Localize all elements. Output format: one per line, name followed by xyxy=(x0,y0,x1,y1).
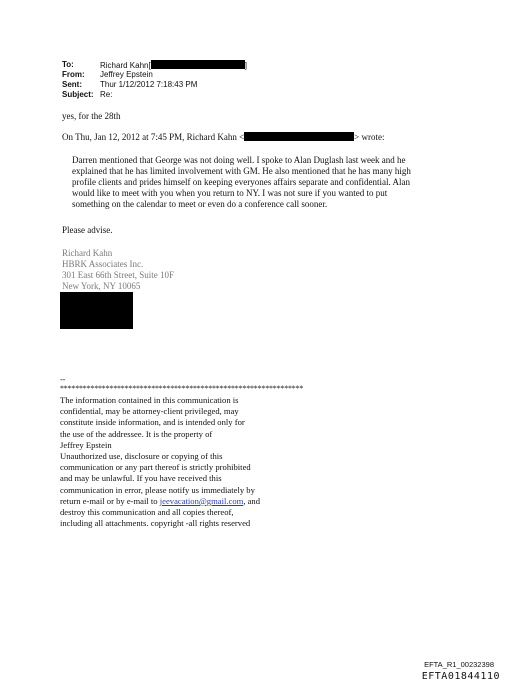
body-line: something on the calendar to meet or even do a conference call sooner. xyxy=(72,199,328,209)
signature-company: HBRK Associates Inc. xyxy=(62,259,144,269)
disclaimer-line: the use of the addressee. It is the property of xyxy=(60,428,213,439)
disclaimer-line: communication or any part thereof is strictly prohibited xyxy=(60,462,251,473)
disclaimer-line: and may be unlawful. If you have received this xyxy=(60,473,222,484)
body-line: profile clients and prides himself on keeping everyones affairs separate and confidential. Alan xyxy=(72,177,410,187)
from-row xyxy=(62,70,247,80)
redaction-box xyxy=(244,132,354,141)
quote-attribution: On Thu, Jan 12, 2012 at 7:45 PM, Richard Kahn < > wrote: xyxy=(62,132,385,142)
document-id: EFTA_R1_00232398 xyxy=(424,660,494,669)
redaction-box xyxy=(60,292,133,329)
to-row xyxy=(62,60,247,70)
disclaimer-line: Unauthorized use, disclosure or copying of this xyxy=(60,451,223,462)
separator-stars: **************************************************************** xyxy=(60,384,304,393)
reply-text: yes, for the 28th xyxy=(62,111,121,121)
disclaimer-line: including all attachments. copyright -all rights reserved xyxy=(60,518,251,529)
signature-name: Richard Kahn xyxy=(62,248,113,258)
sent-value: Thur 1/12/2012 7:18:43 PM xyxy=(100,80,198,89)
disclaimer-line: Jeffrey Epstein xyxy=(60,439,112,450)
disclaimer-line: constitute inside information, and is intended only for xyxy=(60,417,245,428)
please-advise: Please advise. xyxy=(62,225,113,235)
disclaimer xyxy=(60,395,260,529)
signature-city: New York, NY 10065 xyxy=(62,281,141,291)
separator-dash: -- xyxy=(60,375,66,384)
to-value: Richard Kahn[ ] xyxy=(100,61,247,70)
disclaimer-line: The information contained in this communication is xyxy=(60,395,239,405)
disclaimer-line: confidential, may be attorney-client privileged, may xyxy=(60,406,239,417)
redaction-box xyxy=(151,60,245,69)
disclaimer-line: destroy this communication and all copies thereof, xyxy=(60,507,234,518)
to-label: To: xyxy=(62,60,74,69)
signature-address: 301 East 66th Street, Suite 10F xyxy=(62,270,174,280)
sent-label: Sent: xyxy=(62,80,82,89)
subject-label: Subject: xyxy=(62,90,94,99)
subject-value: Re: xyxy=(100,90,113,99)
from-label: From: xyxy=(62,70,85,79)
disclaimer-line: communication in error, please notify us immediately by xyxy=(60,484,255,495)
signature-block xyxy=(62,248,174,292)
email-header xyxy=(62,60,247,100)
bates-number: EFTA01844110 xyxy=(421,671,500,682)
from-value: Jeffrey Epstein xyxy=(100,70,153,79)
disclaimer-line: return e-mail or by e-mail to jeevacation@gmail.com, and xyxy=(60,495,261,506)
quoted-body xyxy=(72,155,411,210)
body-line: explained that he has limited involvement with GM. He also mentioned that he has many high xyxy=(72,166,411,176)
body-line: Darren mentioned that George was not doing well. I spoke to Alan Duglash last week and he xyxy=(72,155,406,165)
email-link[interactable]: jeevacation@gmail.com xyxy=(159,495,244,506)
body-line: would like to meet with you when you return to NY. I was not sure if you wanted to put xyxy=(72,188,388,198)
sent-row xyxy=(62,80,247,90)
subject-row xyxy=(62,90,247,100)
